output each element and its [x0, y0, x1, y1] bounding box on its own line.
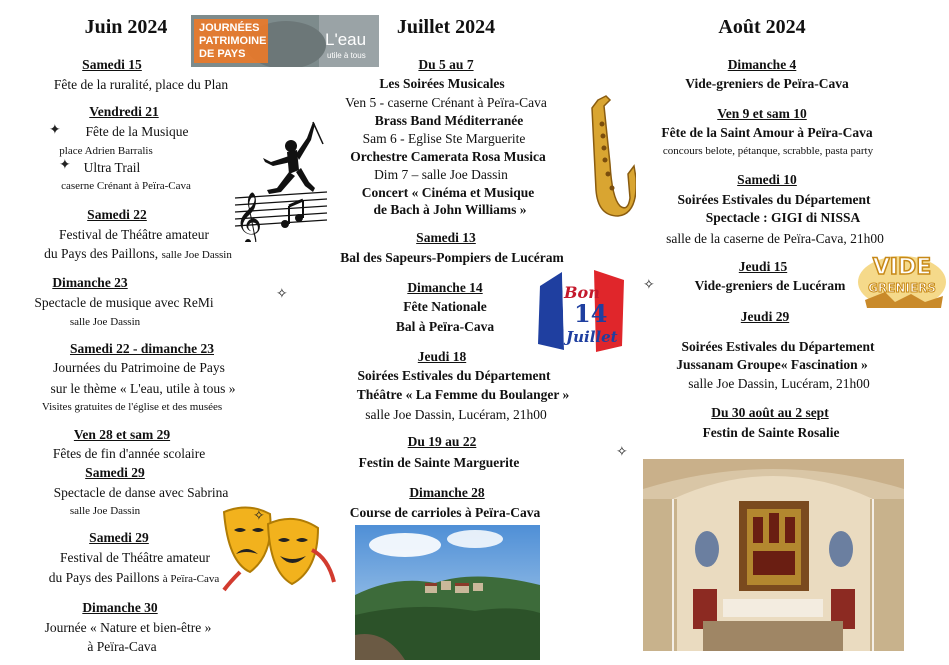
line-text: Festin de Sainte Marguerite: [358, 455, 520, 470]
line-text: Samedi 29: [89, 530, 149, 545]
event-title: [666, 231, 884, 247]
line-text: Vide-greniers de Peïra-Cava: [685, 76, 849, 91]
church-interior-photo: [643, 459, 904, 651]
sparkle-icon: ✧: [276, 287, 288, 302]
event-detail: [42, 401, 222, 413]
sparkle-icon: ✧: [643, 278, 655, 293]
event-title: [363, 131, 526, 147]
line-text: Samedi 13: [416, 230, 476, 245]
event-date: [737, 172, 797, 188]
line-text: Vide-greniers de Lucéram: [694, 278, 846, 293]
line-text: Samedi 10: [737, 172, 797, 187]
line-text: Spectacle de danse avec Sabrina: [53, 485, 229, 500]
event-title: [706, 210, 861, 226]
line-text: Les Soirées Musicales: [379, 76, 505, 91]
event-date: [741, 309, 789, 325]
event-date: [739, 259, 787, 275]
line-text: salle Joe Dassin, Lucéram, 21h00: [365, 407, 547, 422]
line-text: Journées du Patrimoine de Pays: [53, 360, 225, 375]
line-text: salle Joe Dassin: [69, 505, 141, 517]
event-title: [681, 339, 874, 355]
line-text: du Pays des Paillons,: [44, 246, 159, 261]
event-title: [374, 167, 508, 183]
event-date: [82, 600, 157, 616]
line-text: Orchestre Camerata Rosa Musica: [350, 149, 546, 164]
event-title: [379, 76, 504, 92]
event-date: [89, 530, 149, 546]
line-text: Ven 28 et sam 29: [73, 427, 171, 442]
event-date: [418, 57, 473, 73]
patrimoine-banner: [191, 15, 379, 67]
event-date: [711, 405, 828, 421]
line-text: Samedi 22 - dimanche 23: [69, 341, 215, 356]
line-text: Samedi 22: [87, 207, 147, 222]
line-text: Fête Nationale: [403, 299, 487, 314]
line-text: Ven 9 et sam 10: [717, 106, 807, 121]
line-text: salle de la caserne de Peïra-Cava, 21h00: [666, 231, 884, 246]
line-text: Dimanche 30: [82, 600, 158, 615]
line-text: concours belote, pétanque, scrabble, pasta party: [662, 145, 874, 157]
village-landscape-photo: [355, 525, 540, 660]
event-detail: [663, 145, 873, 157]
line-text: sur le thème « L'eau, utile à tous »: [50, 381, 236, 396]
event-title: [365, 407, 546, 423]
banner-right1: L'eau: [325, 30, 367, 49]
event-title: [374, 202, 527, 218]
line-suffix: à Peïra-Cava: [162, 573, 220, 585]
event-detail: [59, 145, 152, 157]
line-text: Sam 6 - Eglise Ste Marguerite: [362, 131, 526, 146]
event-detail: [61, 180, 191, 192]
line-text: caserne Crénant à Peïra-Cava: [61, 180, 191, 192]
banner-line2: PATRIMOINE: [199, 35, 267, 47]
event-title: [676, 357, 867, 373]
event-title: [50, 381, 235, 397]
vide-greniers-illustration: [855, 240, 949, 312]
event-date: [89, 104, 158, 120]
event-date: [408, 434, 477, 450]
event-title: [685, 76, 848, 92]
line-text: Samedi 15: [82, 57, 142, 72]
line-text: de Bach à John Williams »: [373, 202, 527, 217]
banner-line3: DE PAYS: [199, 48, 246, 60]
flag-line2: 14: [574, 299, 608, 328]
line-text: Course de carrioles à Peïra-Cava: [349, 505, 541, 520]
event-title: [53, 446, 205, 462]
line-text: Ven 5 - caserne Crénant à Peïra-Cava: [345, 95, 547, 110]
line-text: salle Joe Dassin: [69, 316, 141, 328]
line-text: Journée « Nature et bien-être »: [44, 620, 212, 635]
line-text: Bal à Peïra-Cava: [395, 319, 495, 334]
line-text: Dimanche 23: [52, 275, 128, 290]
event-date: [82, 57, 142, 73]
event-title: [49, 570, 220, 586]
event-detail: [70, 505, 140, 517]
event-title: [677, 192, 870, 208]
event-title: [695, 278, 846, 294]
line-text: Spectacle : GIGI di NISSA: [705, 210, 861, 225]
flag-line1: Bon: [564, 283, 600, 302]
event-title: [84, 160, 141, 176]
line-text: Soirées Estivales du Département: [681, 339, 875, 354]
saxophone-illustration: [584, 94, 636, 218]
event-title: [59, 227, 209, 243]
month-july: Juillet 2024: [396, 16, 496, 38]
line-text: Fête de la Musique: [85, 124, 189, 139]
line-text: Festival de Théâtre amateur: [58, 227, 210, 242]
line-text: Du 30 août au 2 sept: [711, 405, 829, 420]
line-text: Vendredi 21: [89, 104, 159, 119]
line-text: Festin de Sainte Rosalie: [702, 425, 840, 440]
line-text: Brass Band Méditerranée: [374, 113, 524, 128]
sparkle-icon: ✧: [253, 509, 265, 524]
line-text: Dimanche 4: [727, 57, 797, 72]
vide-line1: VIDE: [872, 255, 932, 280]
event-title: [350, 505, 540, 521]
event-title: [87, 639, 156, 655]
line-text: Festival de Théâtre amateur: [59, 550, 211, 565]
banner-right2: utile à tous: [327, 51, 366, 60]
event-title: [403, 299, 487, 315]
event-title: [396, 319, 494, 335]
line-text: Samedi 29: [85, 465, 145, 480]
event-title: [44, 246, 232, 262]
event-date: [409, 485, 484, 501]
event-title: [53, 360, 225, 376]
line-text: Dimanche 14: [407, 280, 483, 295]
sparkle-icon: ✦: [59, 158, 71, 173]
event-title: [34, 295, 213, 311]
event-date: [85, 465, 145, 481]
line-text: Jeudi 18: [417, 349, 467, 364]
line-text: Jeudi 15: [738, 259, 788, 274]
event-title: [703, 425, 840, 441]
line-text: Du 5 au 7: [418, 57, 474, 72]
event-date: [717, 106, 807, 122]
banner-line1: JOURNÉES: [199, 22, 260, 34]
event-date: [728, 57, 797, 73]
event-date: [407, 280, 482, 296]
event-title: [359, 455, 520, 471]
event-title: [345, 95, 547, 111]
line-text: Dim 7 – salle Joe Dassin: [374, 167, 508, 182]
line-text: Fête de la Saint Amour à Peïra-Cava: [661, 125, 873, 140]
event-date: [416, 230, 476, 246]
event-title: [362, 185, 534, 201]
event-detail: [70, 316, 140, 328]
line-text: Du 19 au 22: [407, 434, 477, 449]
line-suffix: salle Joe Dassin: [161, 249, 232, 261]
event-date: [74, 427, 170, 443]
line-text: salle Joe Dassin, Lucéram, 21h00: [688, 376, 870, 391]
line-text: Fêtes de fin d'année scolaire: [52, 446, 206, 461]
line-text: Bal des Sapeurs-Pompiers de Lucéram: [340, 250, 564, 265]
event-date: [52, 275, 127, 291]
event-title: [85, 124, 188, 140]
line-text: Jeudi 29: [740, 309, 790, 324]
event-title: [357, 387, 570, 403]
event-date: [418, 349, 466, 365]
line-text: à Peïra-Cava: [87, 639, 157, 654]
bastille-day-illustration: [532, 266, 628, 352]
line-text: Visites gratuites de l'église et des musées: [41, 401, 223, 413]
event-title: [60, 550, 210, 566]
event-title: [340, 250, 564, 266]
line-text: Dimanche 28: [409, 485, 485, 500]
vide-line2: GRENIERS: [868, 281, 936, 295]
line-text: Fête de la ruralité, place du Plan: [53, 77, 229, 92]
event-title: [375, 113, 523, 129]
event-title: [661, 125, 872, 141]
music-dancer-illustration: [233, 118, 329, 242]
line-text: Soirées Estivales du Département: [357, 368, 551, 383]
line-text: Spectacle de musique avec ReMi: [34, 295, 214, 310]
event-title: [688, 376, 869, 392]
line-text: Jussanam Groupe« Fascination »: [676, 357, 868, 372]
event-title: [357, 368, 550, 384]
flag-line3: Juillet: [566, 328, 618, 346]
sparkle-icon: ✧: [616, 445, 628, 460]
line-text: du Pays des Paillons: [48, 570, 160, 585]
event-title: [54, 485, 229, 501]
line-text: Concert « Cinéma et Musique: [361, 185, 535, 200]
svg-text:𝄞: 𝄞: [235, 191, 263, 242]
line-text: Soirées Estivales du Département: [677, 192, 871, 207]
event-title: [54, 77, 228, 93]
event-date: [70, 341, 214, 357]
theatre-masks-illustration: [220, 502, 340, 592]
month-june: Juin 2024: [84, 16, 168, 38]
line-text: place Adrien Barralis: [59, 145, 153, 157]
line-text: Ultra Trail: [83, 160, 141, 175]
month-august: Août 2024: [718, 16, 806, 38]
event-title: [45, 620, 212, 636]
sparkle-icon: ✦: [49, 123, 61, 138]
line-text: Théâtre « La Femme du Boulanger »: [356, 387, 570, 402]
event-title: [350, 149, 546, 165]
event-date: [87, 207, 147, 223]
